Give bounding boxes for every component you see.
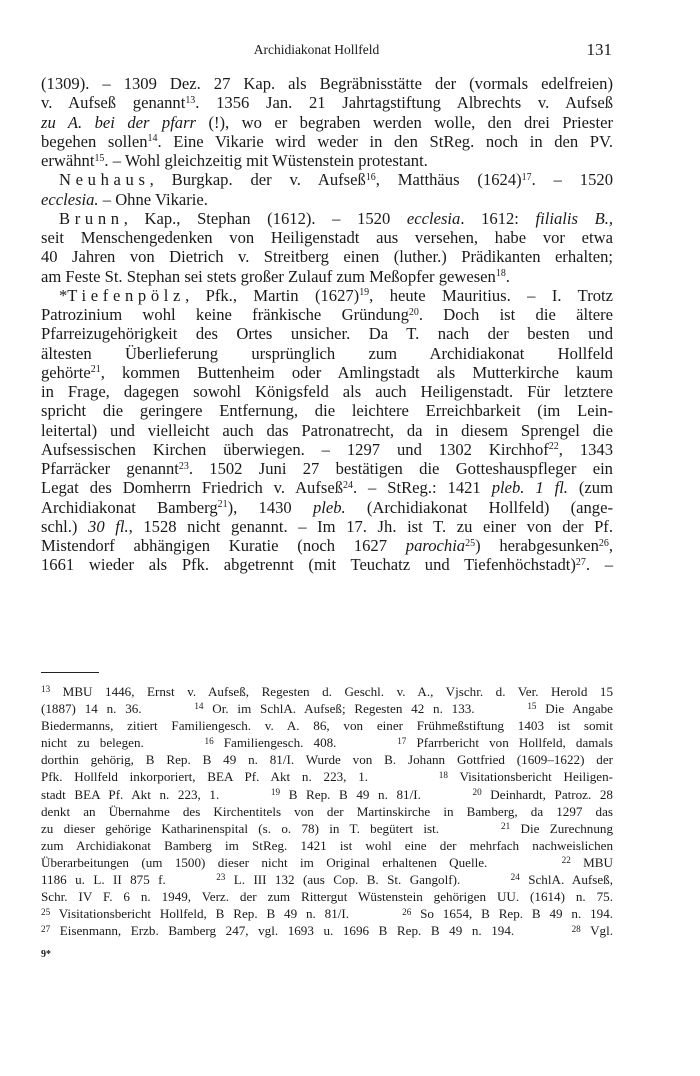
footnote-line: [41, 683, 613, 700]
text-run: begehen sollen: [41, 131, 148, 151]
footnote-marker: 20: [408, 306, 419, 318]
text-run: Mistendorf abhängigen Kuratie (noch 1627: [41, 536, 406, 555]
text-run: (!), wo er begraben werden wolle, den drei Priester: [196, 112, 613, 132]
text-run: (1309). – 1309 Dez. 27 Kap. als Begräbnisstätte der (vormals edelfreien): [41, 74, 613, 93]
text-run: (zum: [567, 478, 613, 498]
footnote-marker: 16: [204, 735, 214, 746]
footnote-marker: 15: [527, 701, 537, 712]
footnote-line: [41, 905, 613, 922]
text-run: Or. im SchlA. Aufseß; Regesten 42 n. 133.: [203, 701, 528, 717]
text-line: [41, 132, 613, 151]
italic-text: filialis B.,: [535, 208, 614, 228]
text-run: . 1356 Jan. 21 Jahrtagstiftung Albrechts v. Aufseß: [195, 93, 614, 113]
text-run: , kommen Buttenheim oder Amlingstadt als Mutterkirche kaum: [100, 362, 613, 382]
footnote-marker: 27: [41, 923, 51, 934]
text-run: Archidiakonat Bamberg: [41, 497, 218, 517]
text-run: dorthin gehörig, B Rep. B 49 n. 81/I. Wurde von B. Johann Gottfried (1609–1622) der: [41, 752, 613, 768]
footnote-line: [41, 717, 613, 734]
text-run: So 1654, B Rep. B 49 n. 194.: [411, 906, 614, 922]
text-run: , 1343: [558, 439, 613, 459]
text-line: [41, 555, 613, 574]
footnote-marker: 26: [598, 537, 609, 549]
text-line: [41, 113, 613, 132]
text-run: (1887) 14 n. 36.: [41, 701, 195, 717]
place-name: Tiefenpölz: [67, 285, 186, 305]
text-line: [41, 324, 613, 343]
text-line: [41, 209, 613, 228]
place-name: Brunn: [59, 208, 124, 228]
text-run: erwähnt: [41, 151, 95, 170]
text-line: [41, 74, 613, 93]
footnote-marker: 19: [270, 786, 281, 797]
text-run: ältesten Überlieferung ursprünglich zum Archidiakonat Hollfeld: [41, 343, 613, 363]
text-run: . –: [585, 555, 614, 575]
footnote-marker: 21: [217, 499, 228, 511]
footnote-marker: 25: [465, 537, 476, 549]
text-run: Pfarräcker genannt: [41, 459, 179, 478]
text-run: ) herabgesunken: [475, 536, 599, 555]
footnote-line: [41, 922, 613, 939]
footnote-marker: 22: [548, 441, 559, 453]
text-run: gehörte: [41, 362, 91, 382]
footnote-line: [41, 837, 613, 854]
text-run: MBU 1446, Ernst v. Aufseß, Regesten d. Geschl. v. A., Vjschr. d. Ver. Herold 15: [50, 684, 613, 699]
footnote-marker: 23: [216, 872, 226, 883]
text-run: Pfarreizugehörigkeit des Ortes unsicher. Da T. nach der besten und: [41, 324, 613, 344]
text-run: Eisenmann, Erzb. Bamberg 247, vgl. 1693 u. 1696 B Rep. B 49 n. 194.: [50, 923, 572, 939]
text-run: . 1612:: [460, 208, 536, 228]
footnote-marker: 17: [521, 171, 532, 183]
text-line: [41, 228, 613, 247]
text-run: ), 1430: [227, 497, 313, 517]
text-line: [41, 344, 613, 363]
text-run: . 1502 Juni 27 bestätigen die Gotteshauspfleger ein: [188, 459, 613, 478]
footnote-marker: 21: [90, 364, 101, 376]
footnote-marker: 18: [495, 268, 506, 280]
text-run: stadt BEA Pf. Akt n. 223, 1.: [41, 786, 271, 802]
text-run: Aufsessischen Kirchen überwiegen. – 1297 und 1302 Kirchhof: [41, 439, 549, 459]
text-run: Die Zurechnung: [510, 820, 613, 836]
footnote-marker: 24: [343, 479, 353, 491]
text-line: [41, 247, 613, 266]
text-run: am Feste St. Stephan sei stets großer Zulauf zum Meßopfer gewesen: [41, 266, 496, 286]
footnote-line: [41, 820, 613, 837]
text-run: , Matthäus (1624): [375, 170, 522, 190]
text-run: 1661 wieder als Pfk. abgetrennt (mit Teuchatz und Tiefenhöchstadt): [41, 555, 576, 575]
text-run: , heute Mauritius. – I. Trotz: [369, 285, 613, 305]
text-run: ,: [608, 536, 613, 555]
italic-text: pleb.: [312, 497, 346, 517]
text-run: nicht zu belegen.: [41, 735, 205, 751]
text-run: L. III 132 (aus Cop. B. St. Gangolf).: [225, 872, 511, 888]
text-run: Vgl.: [580, 923, 614, 939]
text-run: 40 Jahren von Dietrich v. Streitberg einen (luther.) Prädikanten erhalten;: [41, 247, 613, 267]
text-run: – Ohne Vikarie.: [98, 189, 208, 209]
footnote-line: [41, 700, 613, 717]
text-run: denkt an Übernahme des Kirchentitels von der Martinskirche in Bamberg, da 1297 das: [41, 803, 613, 819]
text-line: [41, 93, 613, 112]
page-number: 131: [586, 40, 612, 59]
place-name: Neuhaus: [59, 170, 150, 190]
italic-text: zu A. bei der pfarr: [41, 112, 197, 132]
text-line: [41, 478, 613, 497]
text-run: *: [59, 285, 68, 305]
footnote-marker: 24: [510, 872, 520, 883]
text-run: Die Angabe: [536, 701, 613, 717]
text-run: , Kap., Stephan (1612). – 1520: [123, 208, 407, 228]
footnote-line: [41, 803, 613, 820]
text-line: [41, 498, 613, 517]
footnote-line: [41, 768, 613, 785]
footnote-marker: 13: [185, 94, 196, 106]
main-text: [41, 74, 613, 575]
text-run: Deinhardt, Patroz. 28: [481, 786, 613, 802]
footnote-line: [41, 751, 613, 768]
italic-text: ecclesia: [406, 208, 461, 228]
text-run: .: [505, 266, 510, 286]
text-run: , 1528 nicht genannt. – Im 17. Jh. ist T. zu einer von der Pf.: [128, 516, 613, 536]
footnote-marker: 21: [501, 821, 511, 832]
text-run: zum Archidiakonat Bamberg im StReg. 1421 ist wohl eine der mehrfach nachweislichen: [41, 837, 613, 853]
text-line: [41, 421, 613, 440]
running-header: [41, 40, 612, 60]
text-run: seit Menschengedenken von Heiligenstadt aus versehen, habe vor etwa: [41, 228, 613, 247]
text-run: v. Aufseß genannt: [41, 93, 186, 113]
text-line: [41, 401, 613, 420]
footnote-marker: 25: [41, 906, 51, 917]
text-run: Patrozinium wohl keine fränkische Gründung: [41, 305, 409, 324]
footnote-separator: [41, 672, 99, 673]
footnote-marker: 23: [178, 460, 189, 472]
text-run: 1186 u. L. II 875 f.: [41, 872, 217, 888]
text-run: , Pfk., Martin (1627): [185, 285, 360, 305]
text-run: B Rep. B 49 n. 81/I.: [280, 786, 473, 802]
footnote-marker: 19: [359, 287, 370, 299]
footnote-marker: 14: [147, 133, 158, 145]
text-run: Familiengesch. 408.: [213, 735, 398, 751]
footnote-marker: 13: [41, 684, 51, 695]
text-run: Pfk. Hollfeld inkorporiert, BEA Pf. Akt n. 223, 1.: [41, 769, 439, 785]
footnote-marker: 27: [575, 556, 586, 568]
text-run: Legat des Domherrn Friedrich v. Aufseß: [41, 478, 343, 498]
footnote-line: [41, 786, 613, 803]
text-run: Visitationsbericht Heiligen-: [447, 769, 613, 785]
italic-text: parochia: [405, 536, 466, 555]
text-run: SchlA. Aufseß,: [519, 872, 613, 888]
footnote-marker: 14: [194, 701, 204, 712]
text-run: MBU: [570, 854, 613, 870]
text-run: schl.): [41, 516, 89, 536]
text-run: (Archidiakonat Hollfeld) (ange-: [345, 497, 613, 517]
footnote-marker: 20: [472, 786, 482, 797]
text-run: . Doch ist die ältere: [418, 305, 613, 324]
footnote-line: [41, 888, 613, 905]
text-run: Pfarrbericht von Hollfeld, damals: [406, 735, 613, 751]
text-line: [41, 286, 613, 305]
text-line: [41, 536, 613, 555]
italic-text: ecclesia.: [41, 189, 99, 209]
footnote-marker: 18: [438, 769, 448, 780]
signature-mark: 9*: [41, 949, 51, 960]
running-title: Archidiakonat Hollfeld: [253, 42, 380, 57]
text-line: [41, 382, 613, 401]
text-run: . – Wohl gleichzeitig mit Wüstenstein protestant.: [104, 151, 428, 170]
footnote-line: [41, 734, 613, 751]
footnotes: [41, 683, 613, 939]
footnote-marker: 17: [397, 735, 407, 746]
text-line: [41, 440, 613, 459]
text-line: [41, 517, 613, 536]
footnote-marker: 15: [94, 152, 105, 164]
text-run: Überarbeitungen (um 1500) dieser nicht im Original erhaltenen Quelle.: [41, 854, 562, 870]
text-run: Schr. IV F. 6 n. 1949, Verz. der zum Rittergut Wüstenstein gehörigen UU. (1614) n. 75.: [41, 889, 613, 905]
text-line: [41, 151, 613, 170]
text-run: in Frage, dagegen sowohl Königsfeld als auch Heiligenstadt. Für letztere: [41, 382, 613, 401]
footnote-line: [41, 871, 613, 888]
text-run: . Eine Vikarie wird weder in den StReg. noch in den PV.: [157, 131, 613, 151]
italic-text: 30 fl.: [88, 516, 129, 536]
text-run: spricht die geringere Entfernung, die leichtere Erreichbarkeit (im Lein-: [41, 401, 613, 421]
text-run: Biedermanns, zitiert Familiengesch. v. A. 86, von einer Frühmeßstiftung 1403 ist somit: [41, 718, 613, 734]
text-run: zu dieser gehörige Katharinenspital (s. o. 78) in T. begütert ist.: [41, 820, 502, 836]
text-line: [41, 305, 613, 324]
footnote-marker: 28: [571, 923, 581, 934]
text-line: [41, 267, 613, 286]
text-line: [41, 170, 613, 189]
italic-text: pleb. 1 fl.: [491, 478, 568, 498]
footnote-marker: 26: [402, 906, 412, 917]
text-run: . – 1520: [531, 170, 613, 190]
text-line: [41, 190, 613, 209]
text-run: leitertal) und vielleicht auch das Patronatrecht, da in diesem Sprengel die: [41, 420, 613, 440]
text-run: Visitationsbericht Hollfeld, B Rep. B 49 n. 81/I.: [50, 906, 403, 922]
footnote-line: [41, 854, 613, 871]
text-line: [41, 459, 613, 478]
text-line: [41, 363, 613, 382]
text-run: . – StReg.: 1421: [352, 478, 492, 498]
footnote-marker: 16: [365, 171, 376, 183]
text-run: , Burgkap. der v. Aufseß: [149, 170, 366, 190]
footnote-marker: 22: [561, 855, 571, 866]
